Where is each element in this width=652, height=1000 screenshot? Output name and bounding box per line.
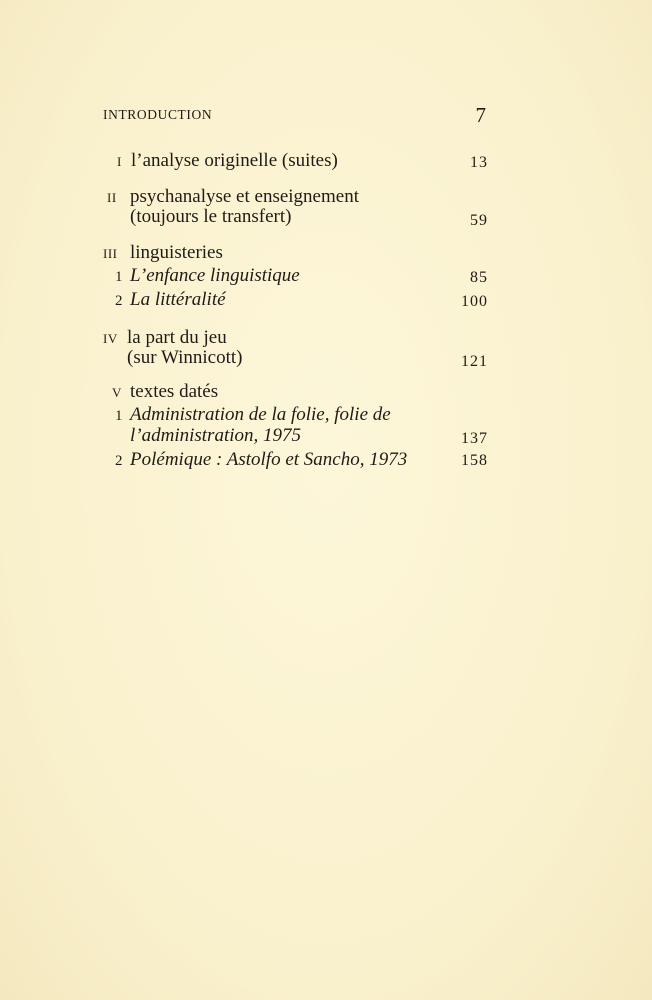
entry-page: 59 [470,212,488,229]
entry-page: 137 [461,430,488,447]
entry-title: La littéralité [130,289,226,310]
entry-page: 121 [461,353,488,370]
entry-title: textes datés [130,381,219,402]
entry-numeral: 2 [115,453,123,469]
entry-page: 13 [470,154,488,171]
entry-numeral: 1 [115,269,123,285]
entry-numeral: iv [103,327,118,348]
entry-title: psychanalyse et enseignement [130,186,359,207]
entry-numeral: 1 [115,408,123,424]
entry-title: l’analyse originelle (suites) [131,150,338,171]
entry-page: 85 [470,269,488,286]
toc-heading-row [103,103,488,127]
introduction-heading: INTRODUCTION [103,107,213,122]
entry-title-continued: (sur Winnicott) [127,347,243,368]
entry-title-continued: (toujours le transfert) [130,206,292,227]
entry-page: 158 [461,452,488,469]
entry-title: Administration de la folie, folie de [130,404,391,425]
entry-title: L’enfance linguistique [130,265,300,286]
entry-title: Polémique : Astolfo et Sancho, 1973 [130,449,408,470]
entry-numeral: i [117,150,122,171]
entry-numeral: v [112,381,122,402]
entry-numeral: iii [103,242,118,263]
entry-numeral: ii [107,186,117,207]
entry-numeral: 2 [115,293,123,309]
entry-page: 100 [461,293,488,310]
entry-title-continued: l’administration, 1975 [130,425,302,446]
entry-title: linguisteries [130,242,223,263]
introduction-page-number: 7 [475,103,486,127]
entry-title: la part du jeu [127,327,227,348]
